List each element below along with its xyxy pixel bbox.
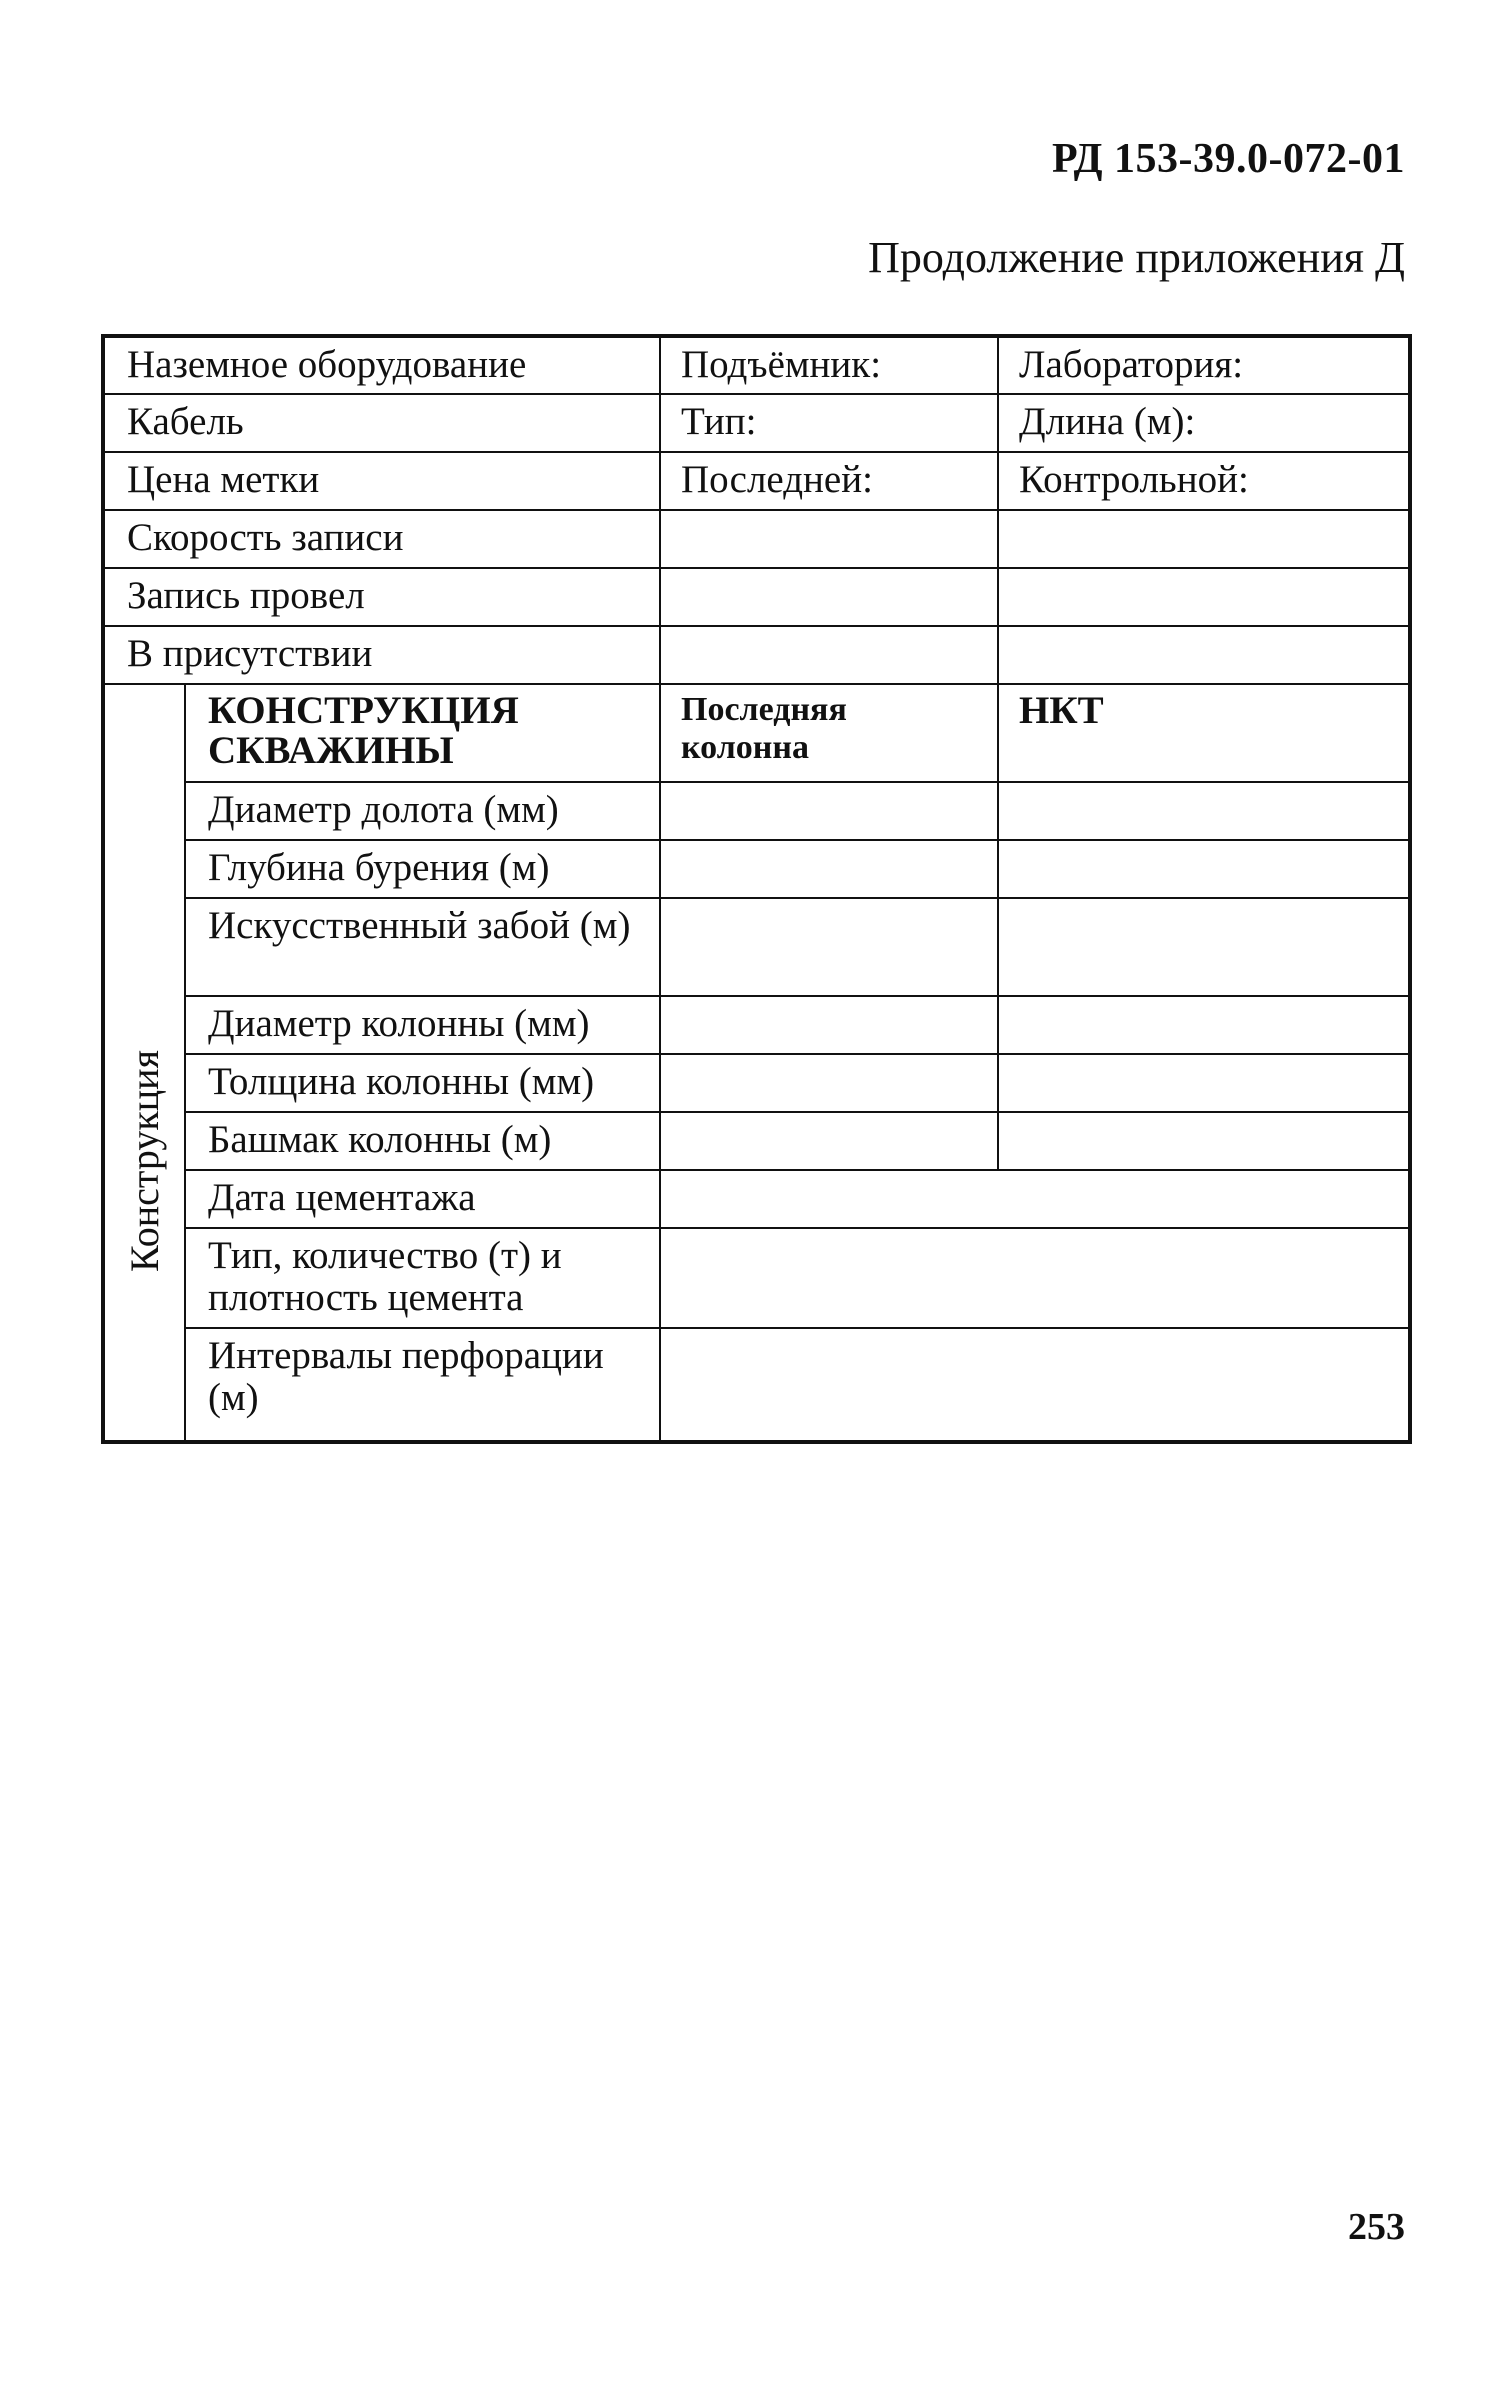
table-row	[103, 684, 1410, 782]
row-label-cement-type-quantity-density: Тип, количество (т) и плотность цемента	[185, 1228, 660, 1328]
table-row	[103, 394, 1410, 452]
field-hoist[interactable]: Подъёмник:	[660, 336, 998, 394]
row-label-cementing-date: Дата цементажа	[185, 1170, 660, 1228]
row-label-casing-diameter: Диаметр колонны (мм)	[185, 996, 660, 1054]
row-label-bit-diameter: Диаметр долота (мм)	[185, 782, 660, 840]
table-row	[103, 626, 1410, 684]
table-row	[103, 452, 1410, 510]
row-label-mark-value: Цена метки	[103, 452, 660, 510]
field-cable-length[interactable]: Длина (м):	[998, 394, 1410, 452]
construction-side-cell	[103, 684, 185, 1442]
well-log-form-table	[101, 334, 1412, 1444]
field-bit-diameter-casing[interactable]	[660, 782, 998, 840]
table-row	[103, 1112, 1410, 1170]
row-label-casing-shoe: Башмак колонны (м)	[185, 1112, 660, 1170]
row-label-cable: Кабель	[103, 394, 660, 452]
field-artificial-bottom-casing[interactable]	[660, 898, 998, 996]
field-laboratory[interactable]: Лаборатория:	[998, 336, 1410, 394]
row-label-artificial-bottom: Искусственный забой (м)	[185, 898, 660, 996]
construction-side-label: Конструкция	[121, 1049, 167, 1272]
construction-heading: КОНСТРУКЦИЯ СКВАЖИНЫ	[185, 684, 660, 782]
field-artificial-bottom-tubing[interactable]	[998, 898, 1410, 996]
page-number: 253	[1348, 2206, 1405, 2248]
field-in-presence-col3[interactable]	[998, 626, 1410, 684]
document-code: РД 153-39.0-072-01	[1051, 136, 1405, 182]
row-label-casing-thickness: Толщина колонны (мм)	[185, 1054, 660, 1112]
row-label-drilling-depth: Глубина бурения (м)	[185, 840, 660, 898]
row-label-in-presence-of: В присутствии	[103, 626, 660, 684]
field-recording-speed-col2[interactable]	[660, 510, 998, 568]
row-label-recorded-by: Запись провел	[103, 568, 660, 626]
table-row	[103, 1328, 1410, 1442]
table-row	[103, 1170, 1410, 1228]
tubing-heading: НКТ	[998, 684, 1410, 782]
table-row	[103, 1054, 1410, 1112]
table-row	[103, 1228, 1410, 1328]
table-row	[103, 568, 1410, 626]
table-row	[103, 996, 1410, 1054]
field-casing-diameter-casing[interactable]	[660, 996, 998, 1054]
row-label-recording-speed: Скорость записи	[103, 510, 660, 568]
field-perforation-intervals[interactable]	[660, 1328, 1410, 1442]
row-label-surface-equipment: Наземное оборудование	[103, 336, 660, 394]
field-recorded-by-col2[interactable]	[660, 568, 998, 626]
field-in-presence-col2[interactable]	[660, 626, 998, 684]
field-drilling-depth-tubing[interactable]	[998, 840, 1410, 898]
field-cementing-date[interactable]	[660, 1170, 1410, 1228]
field-casing-diameter-tubing[interactable]	[998, 996, 1410, 1054]
field-casing-thickness-tubing[interactable]	[998, 1054, 1410, 1112]
table-row	[103, 336, 1410, 394]
field-casing-shoe-casing[interactable]	[660, 1112, 998, 1170]
field-recorded-by-col3[interactable]	[998, 568, 1410, 626]
field-cement-type-quantity-density[interactable]	[660, 1228, 1410, 1328]
last-casing-heading: Последняя колонна	[660, 684, 998, 782]
appendix-continuation-title: Продолжение приложения Д	[868, 233, 1405, 282]
field-mark-control[interactable]: Контрольной:	[998, 452, 1410, 510]
row-label-perforation-intervals: Интервалы перфорации (м)	[185, 1328, 660, 1442]
field-recording-speed-col3[interactable]	[998, 510, 1410, 568]
field-casing-shoe-tubing[interactable]	[998, 1112, 1410, 1170]
field-mark-last[interactable]: Последней:	[660, 452, 998, 510]
field-drilling-depth-casing[interactable]	[660, 840, 998, 898]
table-row	[103, 782, 1410, 840]
table-row	[103, 510, 1410, 568]
table-row	[103, 898, 1410, 996]
field-bit-diameter-tubing[interactable]	[998, 782, 1410, 840]
table-row	[103, 840, 1410, 898]
field-cable-type[interactable]: Тип:	[660, 394, 998, 452]
field-casing-thickness-casing[interactable]	[660, 1054, 998, 1112]
